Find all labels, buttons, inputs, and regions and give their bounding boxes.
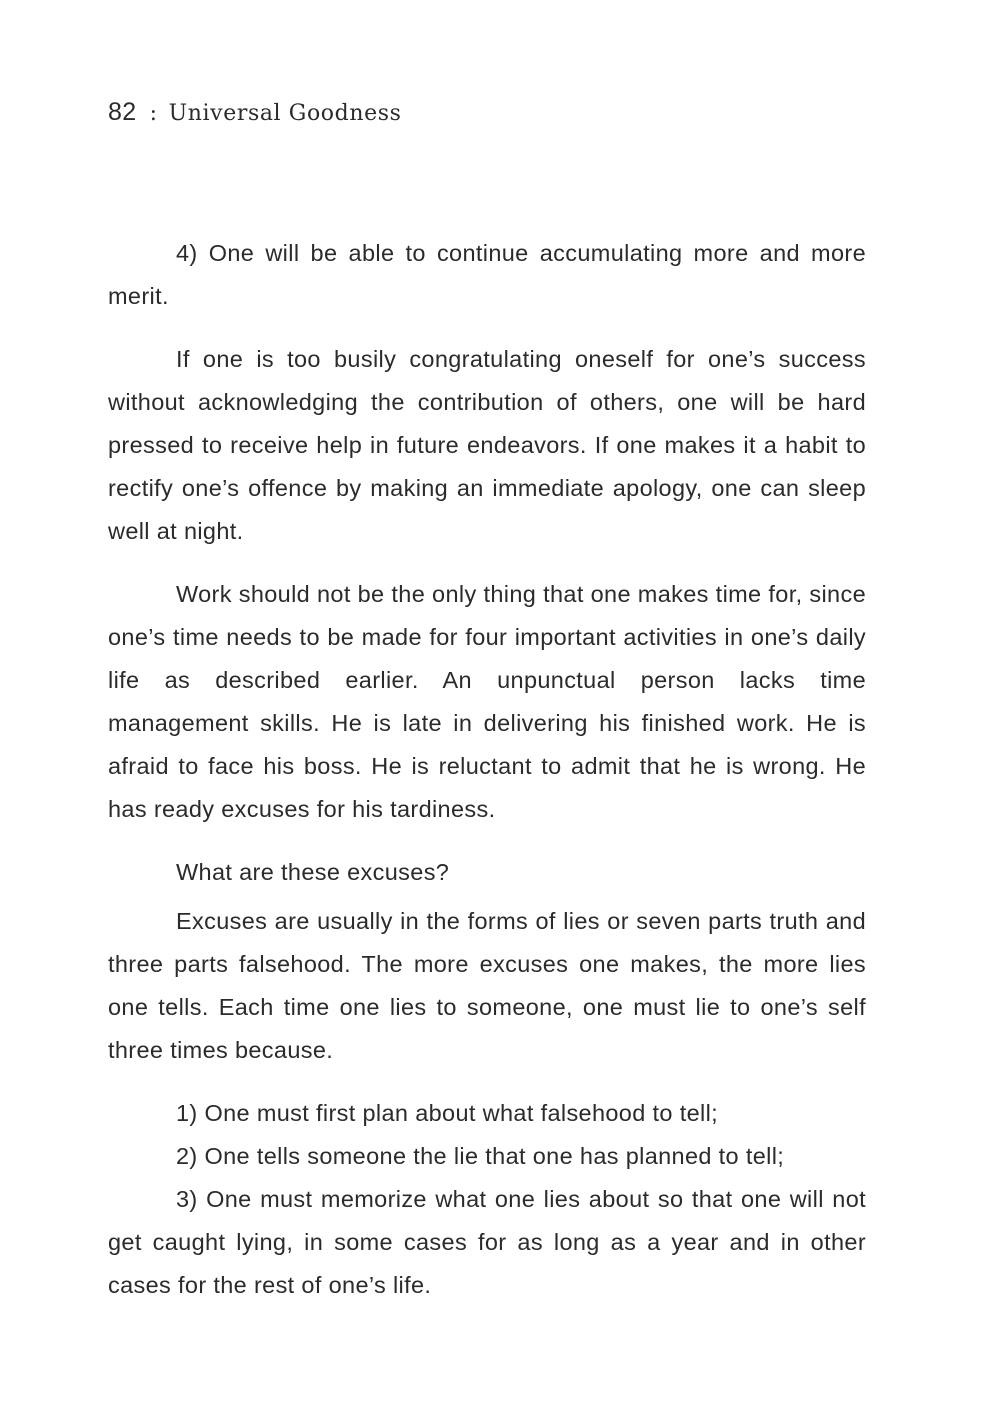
header-separator: : [149, 101, 158, 126]
paragraph-excuses: Excuses are usually in the forms of lies or seven parts truth and three parts falsehood. The more excuses one makes, the more lies one tells. Each time one lies to someone, one must lie to one’s self three times because. [108, 908, 866, 1063]
page-number: 82 [108, 98, 137, 126]
list-item-plan: 1) One must first plan about what falsehood to tell; [176, 1100, 719, 1126]
running-header [108, 98, 402, 127]
paragraph-merit-point: 4) One will be able to continue accumulating more and more merit. [108, 240, 866, 309]
paragraph-congratulating: If one is too busily congratulating oneself for one’s success without acknowledging the contribution of others, one will be hard pressed to receive help in future endeavors. If one makes it a habit to rectify one’s offence by making an immediate apology, one can sleep well at night. [108, 346, 866, 544]
page-body [108, 232, 866, 1307]
paragraph-question: What are these excuses? [176, 859, 450, 885]
paragraph-work-time: Work should not be the only thing that one makes time for, since one’s time needs to be made for four important activities in one’s daily life as described earlier. An unpunctual person lacks time management skills. He is late in delivering his finished work. He is afraid to face his boss. He is reluctant to admit that he is wrong. He has ready excuses for his tardiness. [108, 581, 866, 822]
book-title: Universal Goodness [168, 101, 402, 126]
list-item-memorize: 3) One must memorize what one lies about so that one will not get caught lying, in some cases for as long as a year and in other cases for the rest of one’s life. [108, 1186, 866, 1298]
list-item-tell: 2) One tells someone the lie that one has planned to tell; [176, 1143, 785, 1169]
